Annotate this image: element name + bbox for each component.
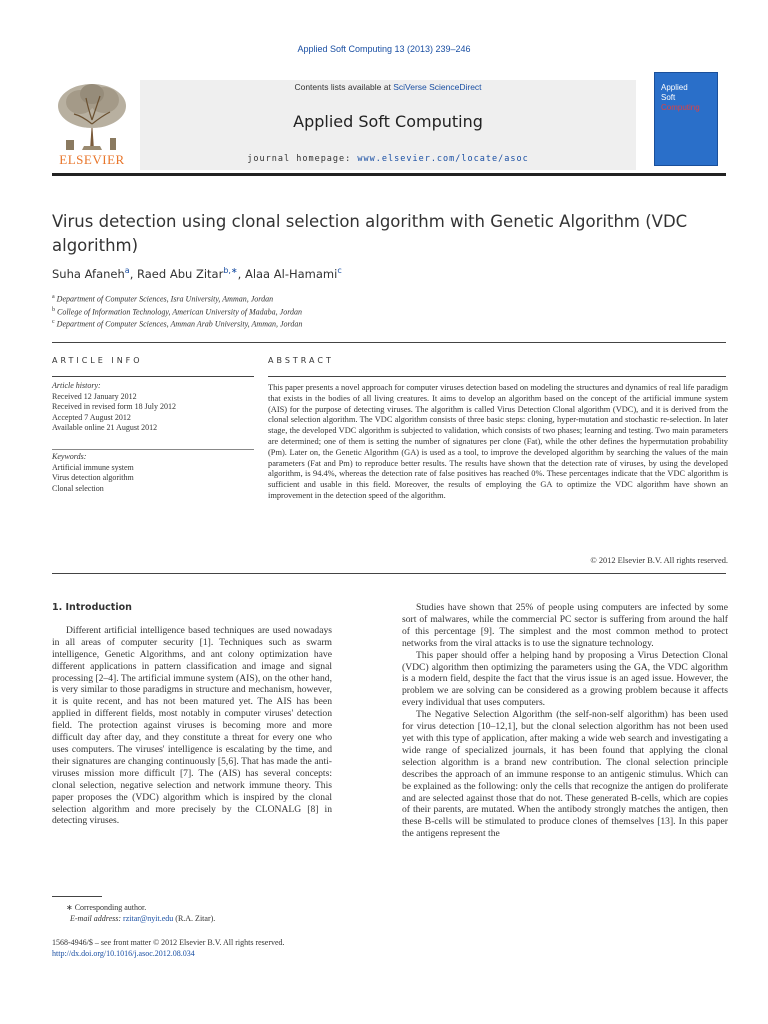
paragraph: Different artificial intelligence based techniques are used nowadays in all areas of computer security [1]. Techniques such as swarm intelligence, Genetic Algorithms, and ant colony optimization have different applications in pattern classification and image and signal processing [2–4]. The artificial immune system (AIS), on the other hand, is very similar to those paradigms in structure and mechanism, however, it is quite recent, and has not been matured yet. The AIS has been applied in different fields, most notably in computer viruses' detection field. The protection against viruses is becoming more and more difficult day after day, and they constitute a threat for every one who uses computers. The viruses' intelligence is escalating by the time, and their signatures are changing continuously [5,6]. That has made the anti-viruses mission more difficult [7]. The (AIS) has several concepts: clonal selection, negative selection and network immune theory. This paper proposes the (VDC) algorithm which is inspired by the clonal selection algorithm and more precisely by the CLONALG [8] in detecting viruses. bbox=[52, 624, 332, 827]
corresponding-note: ∗ Corresponding author. bbox=[66, 903, 147, 912]
history-item: Received 12 January 2012 bbox=[52, 391, 137, 401]
keyword: Artificial immune system bbox=[52, 462, 134, 472]
issn-line: 1568-4946/$ – see front matter © 2012 Elsevier B.V. All rights reserved. bbox=[52, 938, 285, 947]
divider bbox=[52, 449, 254, 450]
homepage-line bbox=[140, 154, 636, 164]
keywords-heading: Keywords: bbox=[52, 452, 87, 461]
article-title: Virus detection using clonal selection algorithm with Genetic Algorithm (VDC algorithm) bbox=[52, 212, 688, 255]
journal-reference[interactable]: Applied Soft Computing 13 (2013) 239–246 bbox=[297, 44, 471, 54]
publisher-name: ELSEVIER bbox=[59, 152, 125, 167]
article-history bbox=[52, 381, 252, 434]
keyword: Clonal selection bbox=[52, 483, 104, 493]
section-heading: 1. Introduction bbox=[52, 602, 132, 613]
paragraph: This paper should offer a helping hand by proposing a Virus Detection Clonal (VDC) algorithm then optimizing the parameters using the GA, the VDC algorithm is a modern field, despite the fact that the virus issue is an aged issue. However, the problem we are solving can be considered as a growing problem because it affects every individual that uses computers. bbox=[402, 649, 728, 709]
history-item: Available online 21 August 2012 bbox=[52, 423, 158, 432]
journal-name: Applied Soft Computing bbox=[293, 112, 483, 131]
author-list: Suha Afaneh$^a$, Raed Abu Zitar$^{b,∗}$, Alaa Al-Hamami$^c$ bbox=[52, 266, 342, 281]
cover-word: Computing bbox=[661, 103, 700, 112]
body-left-column bbox=[52, 602, 332, 827]
abstract-text: This paper presents a novel approach for computer viruses detection based on modeling the structures and dynamics of real life paradigm that exists in the bodies of all living creatures. It aims to develop an algorithm based on the concept of the artificial immune system (AIS) for the purpose of detecting viruses. The algorithm is called Virus Detection Clonal algorithm (VDC), and it is derived from the clonal selection algorithm. The VDC algorithm consists of three basic steps: cloning, hyper-mutation and stochastic re-selection. In later stage, the developed VDC algorithm is subjected to validation, which consists of two phases; learning and testing. Two main parameters are determined; one of them is setting the number of signatures per clone (Fat), while the other defines the hypermutation probability (Pm). Later on, the Genetic Algorithm (GA) is used as a tool, to improve the developed algorithm by searching the values of the main parameters (Fat and Pm) to reproduce better results. The results have shown that the detection rate of viruses, by using the developed algorithm, is 94.4%, whereas the detection rate of false positives has reached 0%. These percentages indicate that the VDC algorithm is sufficient and usable in this field. Moreover, the results of employing the GA to optimize the VDC algorithm have shown an improvement in the detection speed of the algorithm. bbox=[268, 383, 729, 500]
footnote-rule bbox=[52, 896, 102, 897]
history-item: Received in revised form 18 July 2012 bbox=[52, 402, 176, 411]
article-info-label: ARTICLE INFO bbox=[52, 356, 143, 365]
journal-header bbox=[52, 76, 720, 172]
author-name: Alaa Al-Hamami bbox=[244, 266, 338, 281]
elsevier-logo bbox=[52, 80, 132, 168]
keywords bbox=[52, 452, 252, 494]
email-link[interactable]: rzitar@nyit.edu bbox=[123, 914, 174, 923]
divider bbox=[268, 376, 726, 377]
abstract-label: ABSTRACT bbox=[268, 356, 334, 365]
divider bbox=[52, 376, 254, 377]
header-rule bbox=[52, 173, 726, 176]
divider bbox=[52, 573, 726, 574]
body-right-column bbox=[402, 602, 728, 840]
history-heading: Article history: bbox=[52, 381, 101, 390]
sciencedirect-link[interactable]: SciVerse ScienceDirect bbox=[393, 82, 482, 92]
author-affil-link[interactable]: a bbox=[124, 266, 130, 275]
affiliation: $^a$ Department of Computer Sciences, Isra University, Amman, Jordan bbox=[52, 294, 274, 304]
contents-line bbox=[140, 80, 636, 92]
cover-word: Soft bbox=[661, 93, 676, 102]
affiliation: $^c$ Department of Computer Sciences, Amman Arab University, Amman, Jordan bbox=[52, 319, 303, 329]
divider bbox=[52, 342, 726, 343]
copyright: © 2012 Elsevier B.V. All rights reserved. bbox=[590, 556, 728, 565]
elsevier-tree-icon bbox=[52, 80, 132, 154]
paragraph: The Negative Selection Algorithm (the self-non-self algorithm) has been used for virus detection [10–12,1], but the clonal selection algorithm has not been used yet with this type of application, after making a wide web search and investigating a wide range of specialized journals, it has been found that applying the clonal selection algorithm is a brand new contribution. The clonal selection principle describes the approach of an immune response to an antigenic stimulus. Which can be explained as the following: only the cells that recognize the antigen do proliferate and are selected against those that do not. These generated B-cells, which are copies of their parents, are mutated. When the antibody strongly matches the antigen, then these B-cells will be stimulated to produce clones of themselves [13]. In this paper the antigens represent the bbox=[402, 709, 728, 840]
homepage-link[interactable]: www.elsevier.com/locate/asoc bbox=[357, 154, 529, 164]
cover-word: Applied bbox=[661, 83, 688, 92]
author-name: Suha Afaneh bbox=[52, 266, 125, 281]
affiliations bbox=[52, 292, 302, 330]
author-name: Raed Abu Zitar bbox=[137, 266, 224, 281]
affiliation: $^b$ College of Information Technology, American University of Madaba, Jordan bbox=[52, 306, 303, 317]
contents-prefix: Contents lists available at bbox=[294, 82, 394, 92]
homepage-prefix: journal homepage: bbox=[247, 154, 358, 164]
keyword: Virus detection algorithm bbox=[52, 473, 134, 482]
footnote bbox=[52, 902, 352, 924]
paragraph: Studies have shown that 25% of people using computers are infected by some sort of malwares, while the commercial PC sector is suffering from around the half of this percentage [9]. The simplest and the most common method to protect networks from the viral attacks is to use the signature technology. bbox=[402, 602, 728, 649]
author-affil-link[interactable]: b,∗ bbox=[223, 266, 238, 275]
issn-block bbox=[52, 937, 382, 959]
history-item: Accepted 7 August 2012 bbox=[52, 412, 131, 422]
author-affil-link[interactable]: c bbox=[337, 266, 342, 275]
email-line: E-mail address: rzitar@nyit.edu (R.A. Zitar). bbox=[70, 914, 216, 923]
journal-banner bbox=[140, 80, 636, 170]
journal-cover[interactable] bbox=[654, 72, 718, 166]
doi-link[interactable]: http://dx.doi.org/10.1016/j.asoc.2012.08.034 bbox=[52, 949, 195, 958]
